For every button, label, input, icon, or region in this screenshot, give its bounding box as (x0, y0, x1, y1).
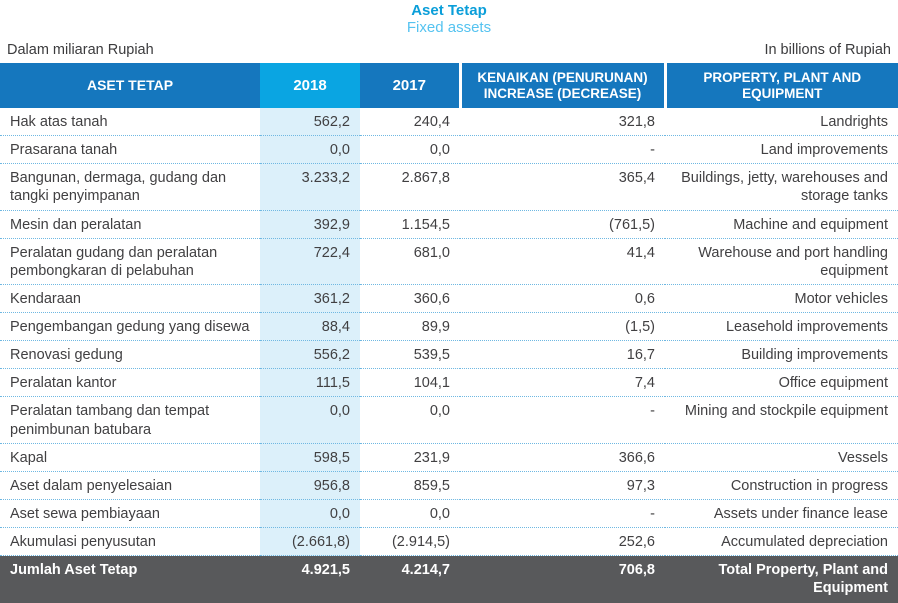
units-label-indonesian: Dalam miliaran Rupiah (7, 42, 154, 58)
row-value-change: 321,8 (460, 108, 665, 136)
row-value-2017: 89,9 (360, 313, 460, 341)
units-row (0, 36, 898, 63)
row-value-change: 97,3 (460, 471, 665, 499)
row-label-english: Land improvements (665, 136, 898, 164)
row-value-2018: 3.233,2 (260, 164, 360, 210)
row-value-2017: 231,9 (360, 443, 460, 471)
table-row (0, 369, 898, 397)
row-value-2018: 0,0 (260, 397, 360, 443)
row-value-2018: 361,2 (260, 284, 360, 312)
row-label-english: Office equipment (665, 369, 898, 397)
title-indonesian: Aset Tetap (411, 2, 487, 19)
row-value-2018: 392,9 (260, 210, 360, 238)
table-row (0, 164, 898, 210)
row-value-2017: (2.914,5) (360, 528, 460, 556)
row-label-english: Machine and equipment (665, 210, 898, 238)
row-value-2018: 562,2 (260, 108, 360, 136)
row-label-indonesian: Kapal (0, 443, 260, 471)
row-value-change: - (460, 499, 665, 527)
row-label-english: Accumulated depreciation (665, 528, 898, 556)
header-property-line2: EQUIPMENT (742, 85, 823, 101)
row-value-change: 41,4 (460, 238, 665, 284)
table-body (0, 108, 898, 556)
table-footer (0, 556, 898, 603)
header-2017: 2017 (360, 63, 460, 108)
row-value-change: 366,6 (460, 443, 665, 471)
row-value-change: (761,5) (460, 210, 665, 238)
table-row (0, 499, 898, 527)
row-label-indonesian: Aset dalam penyelesaian (0, 471, 260, 499)
total-2017: 4.214,7 (360, 556, 460, 603)
table-row (0, 108, 898, 136)
table-row (0, 313, 898, 341)
table-row (0, 136, 898, 164)
row-value-2017: 240,4 (360, 108, 460, 136)
total-row (0, 556, 898, 603)
row-value-change: 0,6 (460, 284, 665, 312)
header-2018: 2018 (260, 63, 360, 108)
row-value-2018: (2.661,8) (260, 528, 360, 556)
row-value-2017: 681,0 (360, 238, 460, 284)
row-value-2018: 0,0 (260, 499, 360, 527)
header-property-line1: PROPERTY, PLANT AND (703, 69, 862, 85)
row-label-indonesian: Prasarana tanah (0, 136, 260, 164)
row-label-english: Vessels (665, 443, 898, 471)
row-label-indonesian: Peralatan gudang dan peralatan pembongkaran di pelabuhan (0, 238, 260, 284)
table-row (0, 528, 898, 556)
row-value-2018: 722,4 (260, 238, 360, 284)
header-property-plant-equipment (665, 63, 898, 108)
header-increase-line1: KENAIKAN (PENURUNAN) (477, 69, 648, 85)
units-label-english: In billions of Rupiah (764, 42, 891, 58)
total-label-english: Total Property, Plant and Equipment (665, 556, 898, 603)
row-label-english: Warehouse and port handling equipment (665, 238, 898, 284)
row-label-indonesian: Bangunan, dermaga, gudang dan tangki penyimpanan (0, 164, 260, 210)
row-value-2018: 88,4 (260, 313, 360, 341)
row-value-2018: 0,0 (260, 136, 360, 164)
table-row (0, 210, 898, 238)
row-label-indonesian: Akumulasi penyusutan (0, 528, 260, 556)
row-label-indonesian: Mesin dan peralatan (0, 210, 260, 238)
row-label-indonesian: Aset sewa pembiayaan (0, 499, 260, 527)
header-aset-tetap: ASET TETAP (0, 63, 260, 108)
row-label-english: Motor vehicles (665, 284, 898, 312)
row-value-change: 365,4 (460, 164, 665, 210)
row-label-english: Building improvements (665, 341, 898, 369)
row-value-2017: 0,0 (360, 499, 460, 527)
row-value-2017: 0,0 (360, 397, 460, 443)
row-value-2017: 539,5 (360, 341, 460, 369)
row-value-2017: 0,0 (360, 136, 460, 164)
row-label-indonesian: Renovasi gedung (0, 341, 260, 369)
row-label-indonesian: Pengembangan gedung yang disewa (0, 313, 260, 341)
row-value-2017: 859,5 (360, 471, 460, 499)
row-value-change: - (460, 136, 665, 164)
table-row (0, 238, 898, 284)
row-label-english: Landrights (665, 108, 898, 136)
table-row (0, 471, 898, 499)
row-value-2018: 111,5 (260, 369, 360, 397)
report-title-block (0, 0, 898, 36)
row-label-english: Buildings, jetty, warehouses and storage tanks (665, 164, 898, 210)
row-value-2018: 598,5 (260, 443, 360, 471)
total-2018: 4.921,5 (260, 556, 360, 603)
fixed-assets-table (0, 63, 898, 603)
row-value-change: 16,7 (460, 341, 665, 369)
header-increase-line2: INCREASE (DECREASE) (483, 85, 642, 101)
row-value-2018: 556,2 (260, 341, 360, 369)
row-value-2017: 360,6 (360, 284, 460, 312)
row-value-2017: 2.867,8 (360, 164, 460, 210)
row-label-english: Mining and stockpile equipment (665, 397, 898, 443)
table-row (0, 397, 898, 443)
row-value-2017: 1.154,5 (360, 210, 460, 238)
row-label-english: Construction in progress (665, 471, 898, 499)
header-increase-decrease (460, 63, 665, 108)
row-label-indonesian: Kendaraan (0, 284, 260, 312)
row-value-change: 7,4 (460, 369, 665, 397)
row-label-indonesian: Hak atas tanah (0, 108, 260, 136)
row-label-indonesian: Peralatan tambang dan tempat penimbunan batubara (0, 397, 260, 443)
table-header (0, 63, 898, 108)
title-english: Fixed assets (406, 18, 492, 36)
row-value-change: - (460, 397, 665, 443)
row-label-indonesian: Peralatan kantor (0, 369, 260, 397)
row-value-change: 252,6 (460, 528, 665, 556)
row-value-2018: 956,8 (260, 471, 360, 499)
row-value-2017: 104,1 (360, 369, 460, 397)
row-label-english: Assets under finance lease (665, 499, 898, 527)
table-row (0, 284, 898, 312)
total-label-indonesian: Jumlah Aset Tetap (0, 556, 260, 603)
total-change: 706,8 (460, 556, 665, 603)
table-row (0, 443, 898, 471)
table-row (0, 341, 898, 369)
row-label-english: Leasehold improvements (665, 313, 898, 341)
row-value-change: (1,5) (460, 313, 665, 341)
